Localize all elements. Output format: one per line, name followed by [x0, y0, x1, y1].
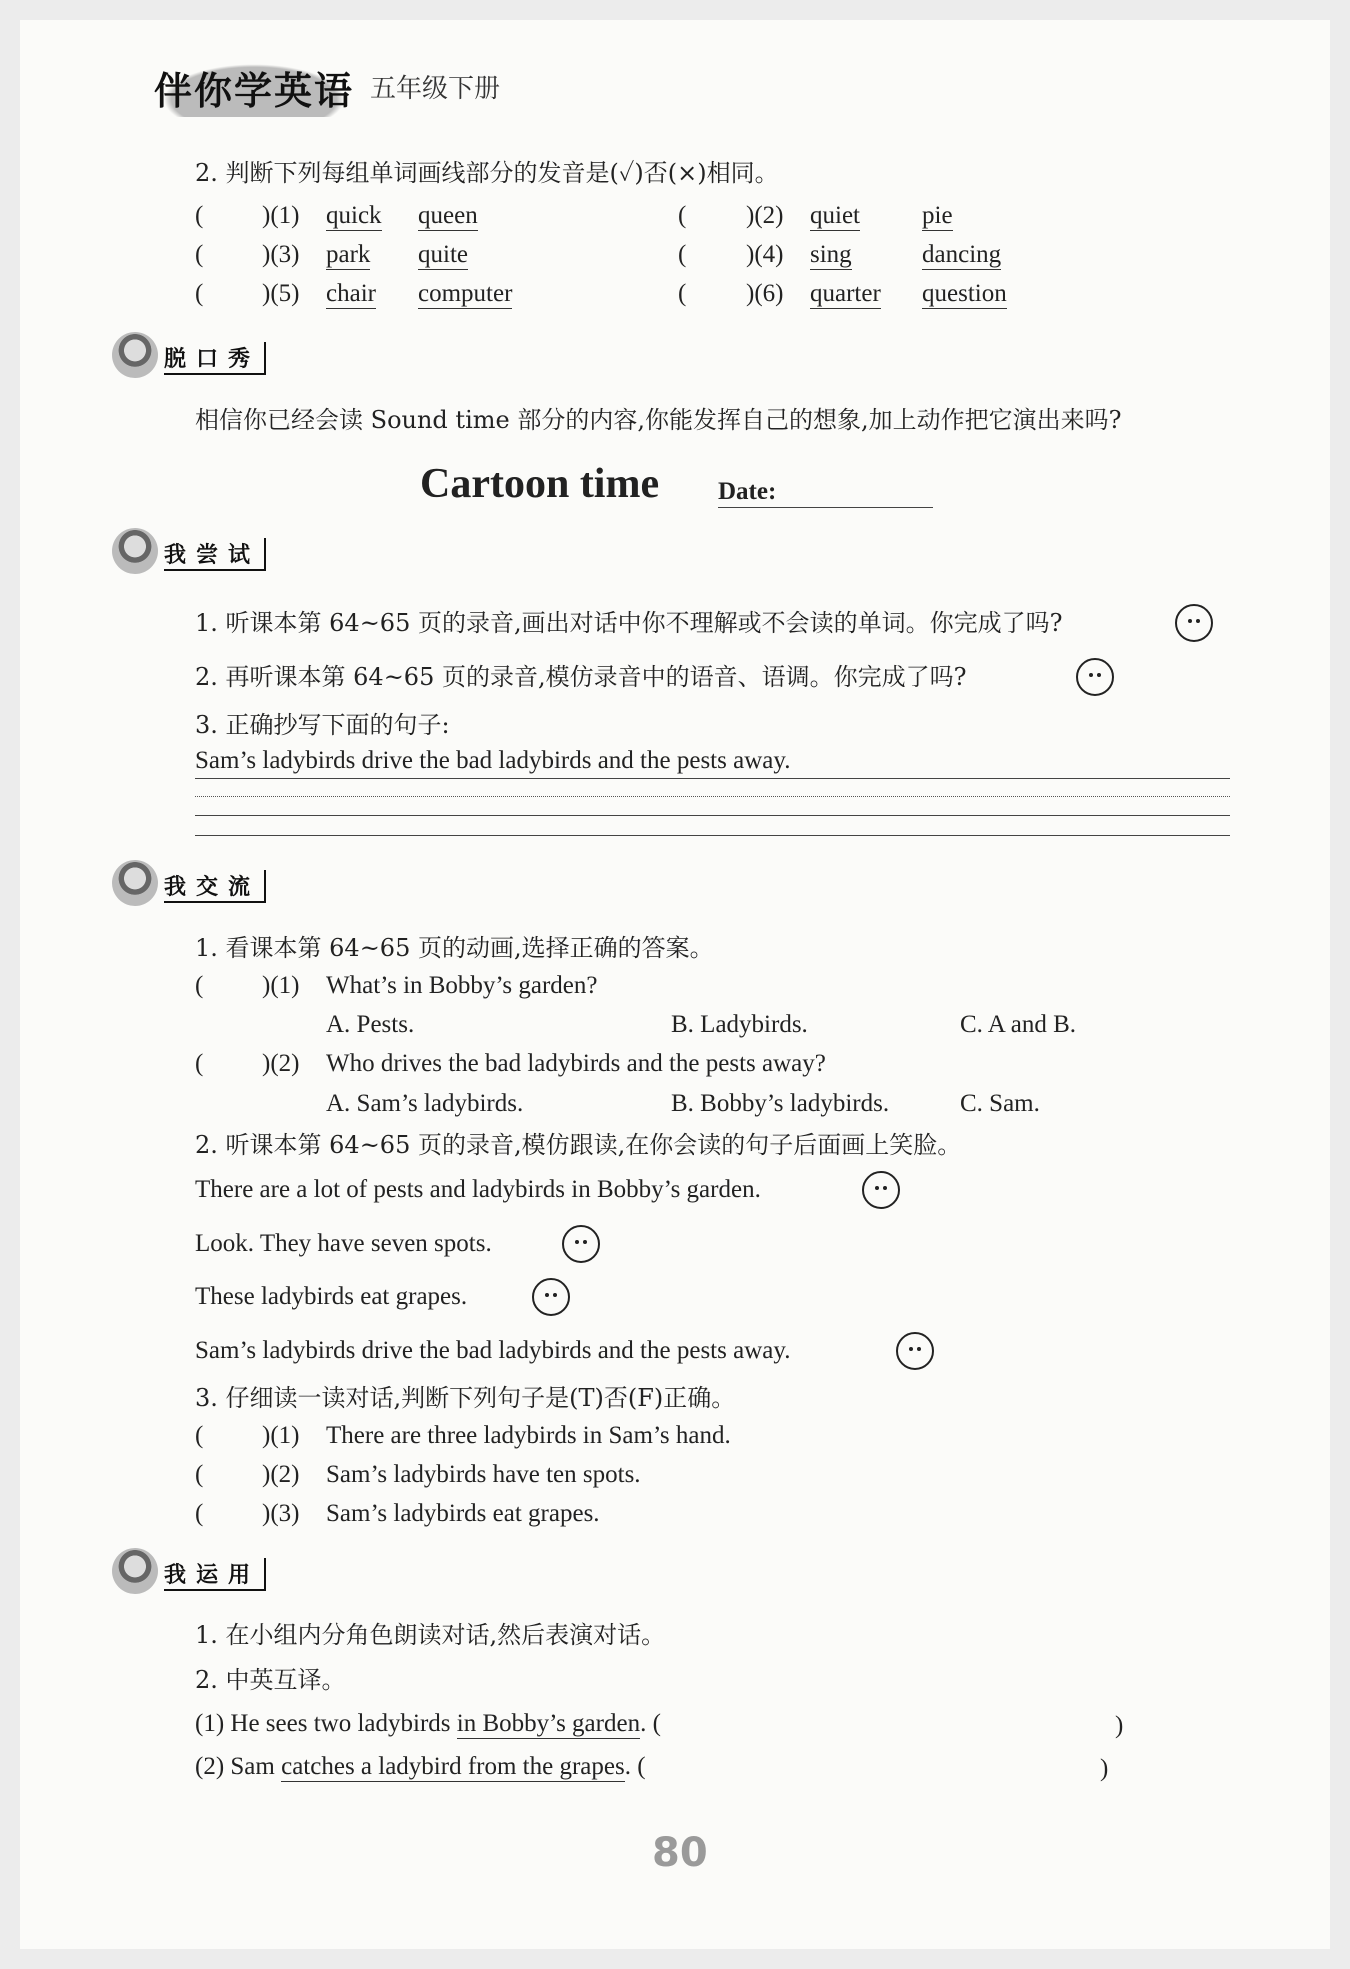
pronunciation-heading: 2. 判断下列每组单词画线部分的发音是(✓)否(×)相同。: [195, 159, 779, 187]
cartoon-title: Cartoon time: [420, 461, 660, 507]
exchange-q3-heading: 3. 仔细读一读对话,判断下列句子是(T)否(F)正确。: [195, 1384, 736, 1412]
question-number: )(2): [746, 202, 784, 229]
word-first-text: quiet: [810, 202, 860, 229]
page-number: 80: [652, 1830, 708, 1876]
word-second: [418, 280, 512, 308]
option-b: B. Ladybirds.: [671, 1011, 808, 1038]
word-second-text: queen: [418, 202, 478, 229]
word-first-text: quick: [326, 202, 382, 229]
word-second: [922, 241, 1001, 269]
smiley-icon[interactable]: [1076, 658, 1114, 696]
statement-text: There are three ladybirds in Sam’s hand.: [326, 1422, 731, 1449]
smiley-icon[interactable]: [1175, 604, 1213, 642]
word-first-text: chair: [326, 280, 376, 307]
try-item-1: 1. 听课本第 64~65 页的录音,画出对话中你不理解或不会读的单词。你完成了吗?: [195, 609, 1063, 637]
answer-paren[interactable]: (: [195, 202, 204, 229]
answer-paren[interactable]: (: [195, 972, 204, 999]
statement-text: Sam’s ladybirds eat grapes.: [326, 1500, 600, 1527]
option-a: A. Pests.: [326, 1011, 415, 1038]
writing-line[interactable]: [195, 778, 1230, 779]
translate-underlined: in Bobby’s garden: [456, 1710, 641, 1737]
writing-line[interactable]: [195, 796, 1230, 797]
question-number: )(1): [262, 202, 300, 229]
word-second: [418, 241, 468, 269]
word-first-text: park: [326, 241, 371, 268]
section-use: [112, 1548, 292, 1592]
close-paren: ): [1115, 1712, 1124, 1739]
use-item-2: 2. 中英互译。: [195, 1666, 346, 1694]
question-text: What’s in Bobby’s garden?: [326, 972, 598, 999]
answer-paren[interactable]: (: [678, 280, 687, 307]
section-exchange: [112, 860, 292, 904]
translate-prefix: (1) He sees two ladybirds: [195, 1710, 457, 1737]
question-number: )(4): [746, 241, 784, 268]
option-c: C. Sam.: [960, 1090, 1040, 1117]
try-item-3: 3. 正确抄写下面的句子:: [195, 711, 450, 739]
word-first: [326, 280, 376, 308]
word-first-text: quarter: [810, 280, 881, 307]
question-text: Who drives the bad ladybirds and the pests away?: [326, 1050, 826, 1077]
mascot-icon: [112, 332, 158, 378]
book-title: 伴你学英语: [148, 58, 360, 117]
use-item-1: 1. 在小组内分角色朗读对话,然后表演对话。: [195, 1621, 666, 1649]
word-second: [922, 202, 953, 230]
section-title: 我交流: [164, 870, 266, 903]
word-first-text: sing: [810, 241, 852, 268]
question-number: )(6): [746, 280, 784, 307]
statement-text: Sam’s ladybirds have ten spots.: [326, 1461, 641, 1488]
section-talk-show: [112, 332, 292, 376]
talk-show-text: 相信你已经会读 Sound time 部分的内容,你能发挥自己的想象,加上动作把它演出来吗?: [195, 406, 1122, 434]
question-number: )(3): [262, 1500, 300, 1527]
mascot-icon: [112, 528, 158, 574]
read-sentence: These ladybirds eat grapes.: [195, 1283, 468, 1310]
exchange-q2-heading: 2. 听课本第 64~65 页的录音,模仿跟读,在你会读的句子后面画上笑脸。: [195, 1131, 962, 1159]
option-a: A. Sam’s ladybirds.: [326, 1090, 524, 1117]
question-number: )(2): [262, 1461, 300, 1488]
word-second: [418, 202, 478, 230]
translate-suffix: . (: [624, 1753, 646, 1780]
answer-paren[interactable]: (: [678, 241, 687, 268]
answer-paren[interactable]: (: [195, 1050, 204, 1077]
writing-line[interactable]: [195, 835, 1230, 836]
smiley-icon[interactable]: [562, 1225, 600, 1263]
mascot-icon: [112, 860, 158, 906]
answer-paren[interactable]: (: [195, 1422, 204, 1449]
read-sentence: Look. They have seven spots.: [195, 1230, 492, 1257]
answer-paren[interactable]: (: [195, 1461, 204, 1488]
question-number: )(1): [262, 972, 300, 999]
question-number: )(1): [262, 1422, 300, 1449]
close-paren: ): [1100, 1755, 1109, 1782]
word-second-text: quite: [418, 241, 468, 268]
answer-paren[interactable]: (: [195, 280, 204, 307]
option-c: C. A and B.: [960, 1011, 1076, 1038]
translate-item-2: [195, 1753, 646, 1781]
smiley-icon[interactable]: [896, 1332, 934, 1370]
word-first: [326, 241, 370, 269]
try-item-2: 2. 再听课本第 64~65 页的录音,模仿录音中的语音、语调。你完成了吗?: [195, 663, 967, 691]
smiley-icon[interactable]: [862, 1171, 900, 1209]
copy-sentence: Sam’s ladybirds drive the bad ladybirds and the pests away.: [195, 747, 791, 774]
answer-paren[interactable]: (: [195, 241, 204, 268]
section-title: 我运用: [164, 1558, 266, 1591]
smiley-icon[interactable]: [532, 1278, 570, 1316]
answer-paren[interactable]: (: [195, 1500, 204, 1527]
word-first: [810, 280, 881, 308]
translate-underlined: catches a ladybird from the grapes: [281, 1753, 625, 1780]
word-first: [810, 202, 860, 230]
question-number: )(5): [262, 280, 300, 307]
word-first: [810, 241, 852, 269]
question-number: )(3): [262, 241, 300, 268]
option-b: B. Bobby’s ladybirds.: [671, 1090, 890, 1117]
question-number: )(2): [262, 1050, 300, 1077]
read-sentence: Sam’s ladybirds drive the bad ladybirds and the pests away.: [195, 1337, 791, 1364]
date-blank[interactable]: [718, 507, 933, 508]
word-first: [326, 202, 382, 230]
word-second-text: computer: [418, 280, 513, 307]
section-try: [112, 528, 292, 572]
word-second-text: question: [922, 280, 1007, 307]
section-title: 我尝试: [164, 538, 266, 571]
date-label: Date:: [718, 478, 777, 505]
word-second-text: pie: [922, 202, 953, 229]
read-sentence: There are a lot of pests and ladybirds in Bobby’s garden.: [195, 1176, 761, 1203]
grade-label: 五年级下册: [370, 74, 501, 104]
answer-paren[interactable]: (: [678, 202, 687, 229]
workbook-page: [20, 20, 1330, 1949]
exchange-q1-heading: 1. 看课本第 64~65 页的动画,选择正确的答案。: [195, 934, 714, 962]
mascot-icon: [112, 1548, 158, 1594]
writing-line[interactable]: [195, 815, 1230, 816]
section-title: 脱口秀: [164, 342, 266, 375]
word-second-text: dancing: [922, 241, 1002, 268]
word-second: [922, 280, 1007, 308]
translate-prefix: (2) Sam: [195, 1753, 282, 1780]
translate-suffix: . (: [640, 1710, 661, 1737]
translate-item-1: [195, 1710, 661, 1738]
